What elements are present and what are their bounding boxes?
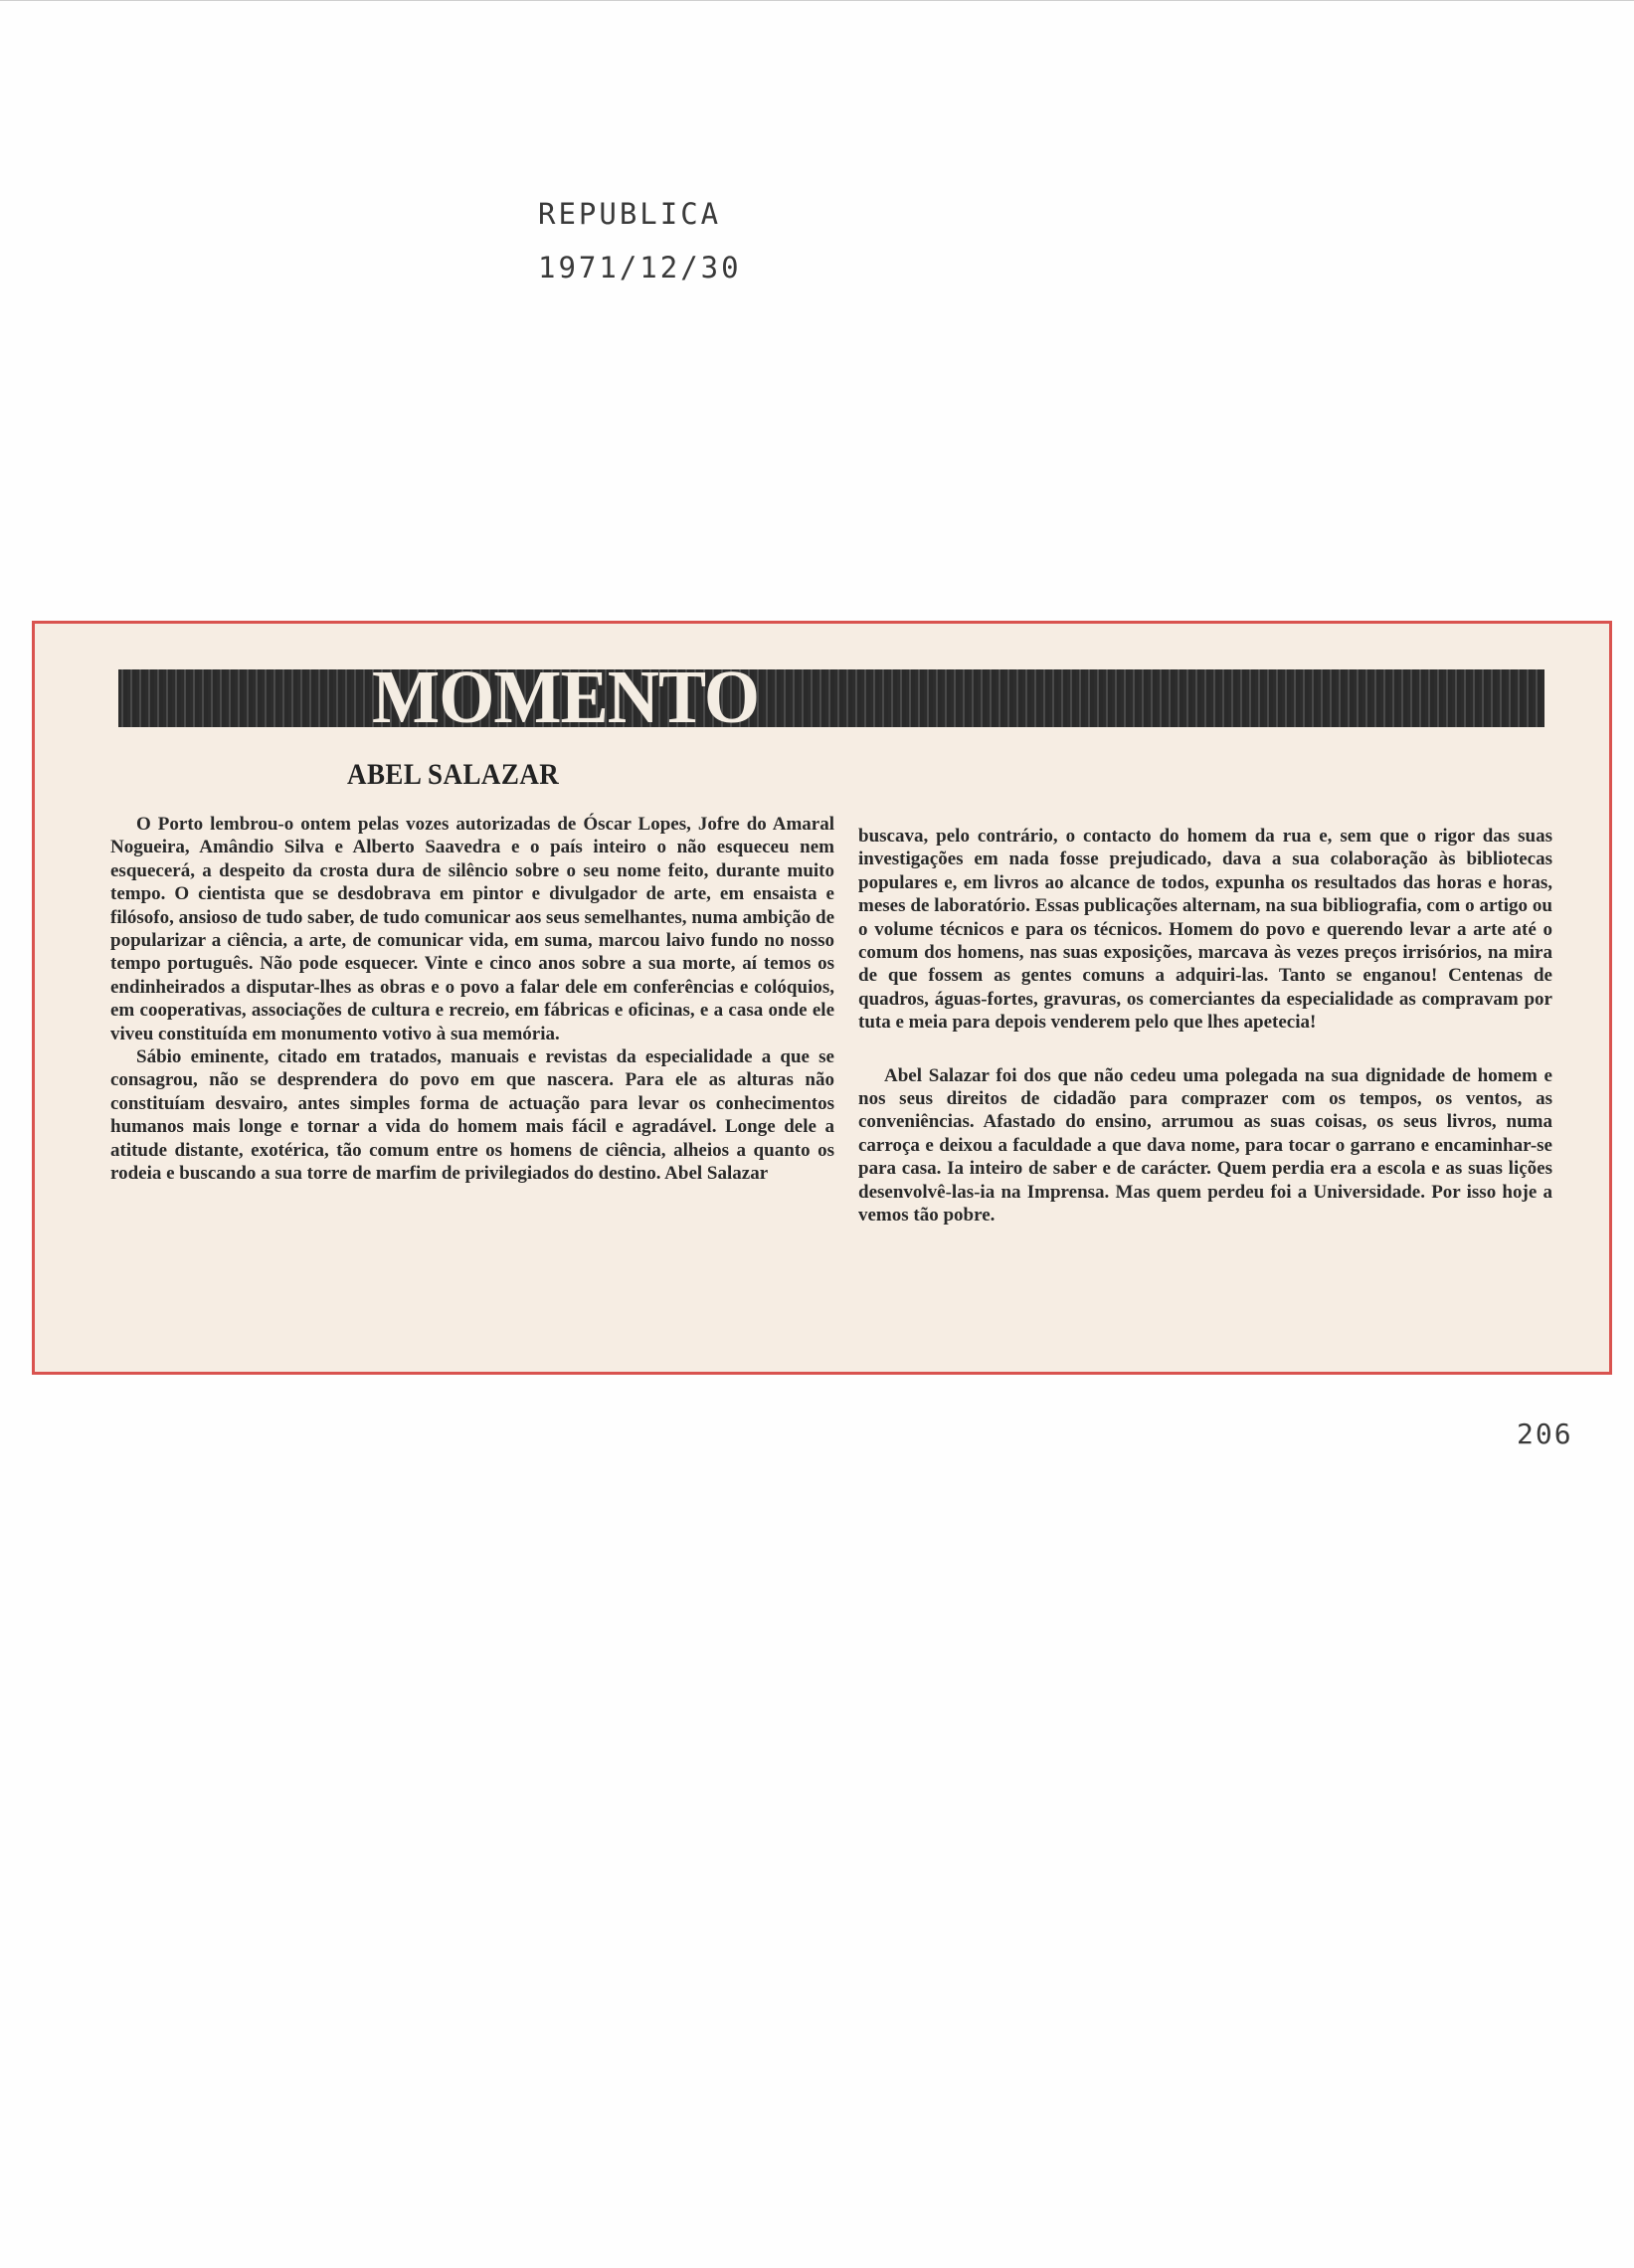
article-paragraph: Sábio eminente, citado em tratados, manuais e revistas da especialidade a que se consagrou, não se desprendera do povo em que nascera. Para ele as alturas não constituíam desvairo, antes simples forma de actuação para levar os conhecimentos humanos mais longe e tornar a vida do homem mais fácil e agradável. Longe dele a atitude distante, exotérica, tão comum entre os homens de ciência, alheios a quanto os rodeia e buscando a sua torre de marfim de privilegiados do destino. Abel Salazar xyxy=(110,1046,834,1185)
top-scan-edge xyxy=(0,0,1634,1)
article-paragraph: buscava, pelo contrário, o contacto do homem da rua e, sem que o rigor das suas investigações em nada fosse prejudicado, dava a sua colaboração às bibliotecas populares e, em livros ao alcance de todos, expunha os resultados das horas e horas, meses de laboratório. Essas publicações alternam, na sua bibliografia, com o artigo ou o volume técnicos e para os técnicos. Homem do povo e querendo levar a arte até o comum dos homens, nas suas exposições, marcava às vezes preços irrisórios, na mira de que fossem as gentes comuns a adquiri-las. Tanto se enganou! Centenas de quadros, águas-fortes, gravuras, os comerciantes da especialidade as compravam por tuta e meia para depois venderem pelo que lhes apetecia! xyxy=(858,826,1552,1034)
article-left-column xyxy=(110,813,834,1186)
article-paragraph: O Porto lembrou-o ontem pelas vozes autorizadas de Óscar Lopes, Jofre do Amaral Nogueira, Amândio Silva e Alberto Saavedra e o país inteiro o não esqueceu nem esquecerá, a despeito da crosta dura de silêncio sobre o seu nome feito, durante muito tempo. O cientista que se desdobrava em pintor e divulgador de arte, em ensaista e filósofo, ansioso de tudo saber, de tudo comunicar aos seus semelhantes, numa ambição de popularizar a ciência, a arte, de comunicar vida, em suma, marcou laivo fundo no nosso tempo português. Não pode esquecer. Vinte e cinco anos sobre a sua morte, aí temos os endinheirados a disputar-lhes as obras e o povo a falar dele em conferências e colóquios, em cooperativas, associações de cultura e recreio, em fábricas e oficinas, e a casa onde ele viveu constituída em monumento votivo à sua memória. xyxy=(110,814,834,1044)
newspaper-clipping xyxy=(32,621,1612,1375)
article-paragraph: Abel Salazar foi dos que não cedeu uma polegada na sua dignidade de homem e nos seus direitos de cidadão para comprazer com os tempos, os ventos, as conveniências. Afastado do ensino, arrumou as suas coisas, os seus livros, numa carroça e deixou a faculdade a que dava nome, para tocar o garrano e encaminhar-se para casa. Ia inteiro de saber e de carácter. Quem perdia era a escola e as suas lições desenvolvê-las-ia na Imprensa. Mas quem perdeu foi a Universidade. Por isso hoje a vemos tão pobre. xyxy=(858,1064,1552,1227)
archive-stamp-date: 1971/12/30 xyxy=(538,251,742,284)
archive-stamp-publication: REPUBLICA xyxy=(538,197,722,231)
article-headline: ABEL SALAZAR xyxy=(347,758,560,791)
section-banner-title: MOMENTO xyxy=(372,656,760,739)
article-right-column xyxy=(858,825,1552,1228)
section-banner xyxy=(118,656,1544,739)
page-number: 206 xyxy=(1517,1418,1573,1450)
